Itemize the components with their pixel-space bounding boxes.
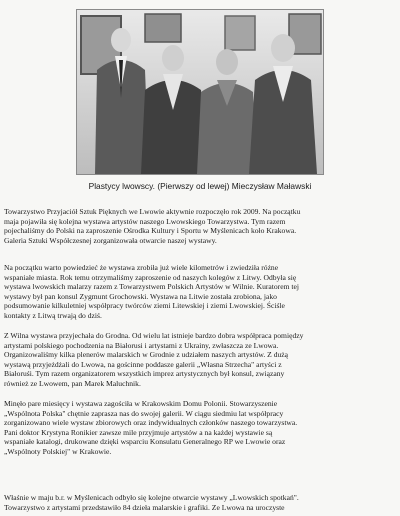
text-line: Na początku warto powiedzieć że wystawa zrobiła już wiele kilometrów i zwiedziła różne — [4, 263, 279, 272]
text-line: Towarzystwo z artystami przedstawiło 84 dzieła malarskie i grafiki. Ze Lwowa na uroczyste — [4, 502, 285, 512]
text-line: wspaniałe miasta. Rok temu otrzymaliśmy zaproszenie od naszych kolegów z Litwy. Odbyła się — [4, 272, 297, 282]
group-photo — [76, 9, 324, 175]
text-line: Właśnie w maju b.r. w Myślenicach odbyło się kolejne otwarcie wystawy „Lwowskich spotkań". — [4, 493, 299, 502]
text-line: Towarzystwo Przyjaciół Sztuk Pięknych we Lwowie aktywnie rozpoczęło rok 2009. Na początku — [4, 207, 301, 216]
text-line: wystawa lwowskich malarzy razem z Towarzystwem Polskich Artystów w Wilnie. Kuratorem tej — [4, 282, 299, 292]
text-line: wystawą przyjeżdżali do Lwowa, na gościnne poddasze galerii „Własna Strzecha" artyści z — [4, 359, 282, 369]
text-line: Galeria Sztuki Współczesnej zorganizowała otwarcie naszej wystawy. — [4, 235, 217, 245]
text-line: „Wspólnota Polska" chętnie zaprasza nas do swojej galerii. W ciągu siedmiu lat współpracy — [4, 408, 284, 418]
photo-caption: Plastycy lwowscy. (Pierwszy od lewej) Mieczysław Maławski — [88, 181, 312, 191]
text-line: wspaniałe katalogi, drukowane dzięki wsparciu Konsulatu Generalnego RP we Lwowie oraz — [4, 437, 286, 447]
text-line: Organizowaliśmy kilka plenerów malarskich w Grodnie z udziałem naszych artystów. Z dużą — [4, 350, 289, 360]
paragraph-3 — [4, 331, 396, 389]
text-line: maja pojawiła się kolejna wystawa artystów naszego Lwowskiego Towarzystwa. Tym razem — [4, 216, 286, 226]
text-line: „Wspólnoty Polskiej" w Krakowie. — [4, 446, 112, 456]
text-line: podsumowanie kilkuletniej współpracy twórców ziemi Litewskiej i ziemi Lwowskiej. Ściśle — [4, 301, 285, 311]
paragraph-5 — [4, 493, 396, 512]
paragraph-2 — [4, 263, 396, 321]
paragraph-1 — [4, 207, 396, 245]
text-line: kontakty z Litwą trwają do dziś. — [4, 310, 102, 320]
text-line: Minęło pare miesięcy i wystawa zagościła w Krakowskim Domu Polonii. Stowarzyszenie — [4, 399, 278, 408]
text-line: wystawy był pan konsul Zygmunt Grochowski. Wystawa na Litwie została zrobiona, jako — [4, 291, 277, 301]
text-line: pojechaliśmy do Polski na zaproszenie Ośrodka Kultury i Sportu w Myślenicach koło Krakowa. — [4, 226, 297, 236]
text-line: Z Wilna wystawa przyjechała do Grodna. Od wielu lat istnieje bardzo dobra współpraca pomiędzy — [4, 331, 304, 340]
text-line: Białoruśi. Tym razem organizatorem wszystkich imprez artystycznych był konsul, związany — [4, 369, 285, 379]
text-line: również ze Lwowem, pan Marek Maluchnik. — [4, 378, 141, 388]
paragraph-4 — [4, 399, 396, 457]
group-photo-image — [77, 10, 323, 174]
text-line: artystami polskiego pochodzenia na Białorusi i artystami z Ukrainy, zwłaszcza ze Lwowa. — [4, 340, 279, 350]
text-line: zorganizowano wiele wystaw zbiorowych oraz indywidualnych członków naszego towarzystwa. — [4, 418, 298, 428]
text-line: Pani doktor Krystyna Ronikier zawsze mile przyjmuje artystów a na każdej wystawie są — [4, 427, 273, 437]
